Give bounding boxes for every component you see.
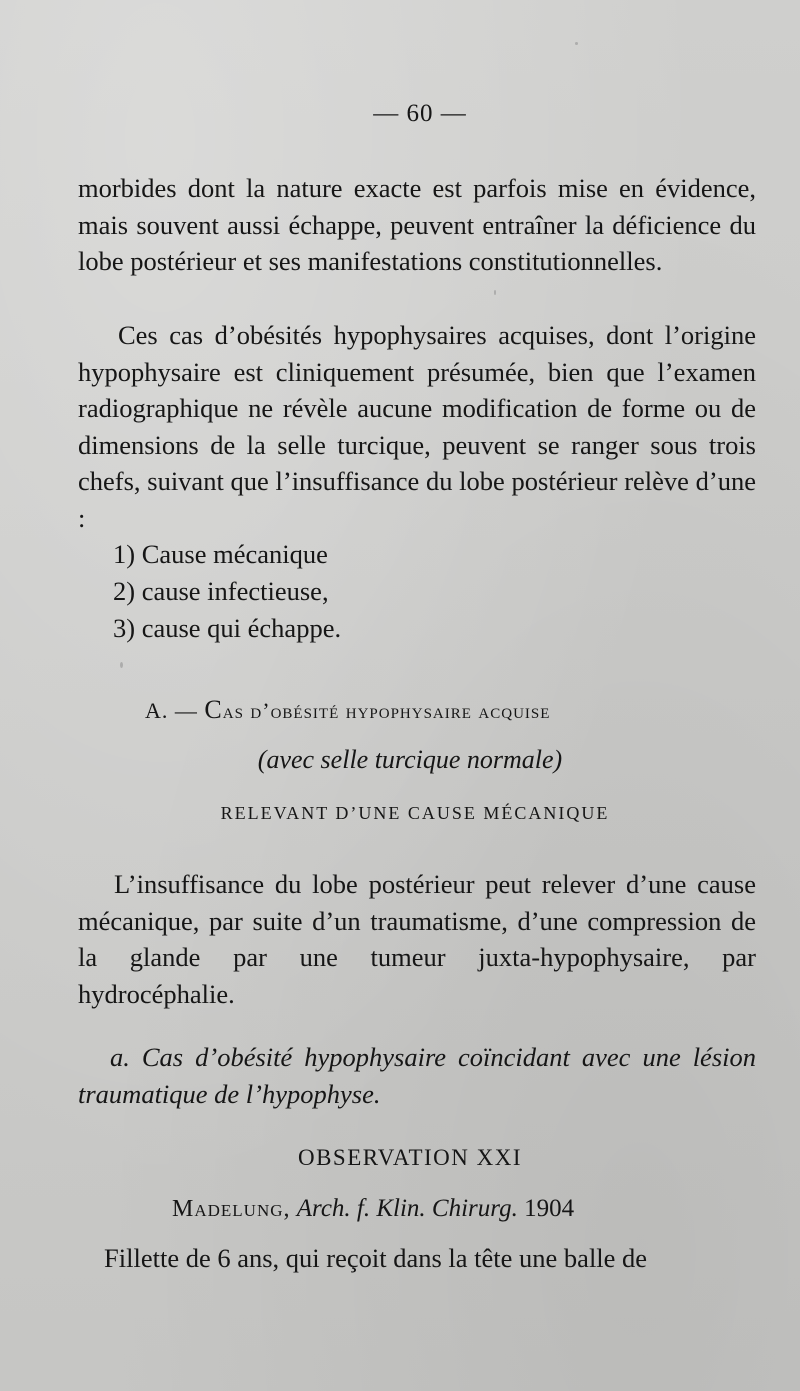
observation-title: OBSERVATION XXI — [297, 1145, 523, 1170]
list-item: 3) cause qui échappe. — [113, 613, 342, 643]
paragraph-4: a. Cas d’obésité hypophysaire coïncidant avec une lésion traumatique de l’hypophyse. — [78, 1042, 756, 1109]
section-heading-initial: C — [204, 695, 223, 724]
reference-author: adelung, — [194, 1196, 291, 1222]
section-heading-text: as d’obésité hypophysaire acquise — [222, 698, 551, 723]
section-heading — [145, 695, 550, 725]
reference-journal: Arch. f. Klin. Chirurg. — [296, 1195, 518, 1222]
section-subtitle: (avec selle turcique normale) — [257, 745, 563, 774]
paragraph-3: L’insuffisance du lobe postérieur peut relever d’une cause mécanique, par suite d’un traumatisme, d’une compression de la glande par une tumeur juxta-hypophysaire, par hydrocéphalie. — [78, 869, 756, 1009]
section-subheading: RELEVANT D’UNE CAUSE MÉCANIQUE — [220, 803, 610, 823]
list-item: 1) Cause mécanique — [113, 539, 328, 569]
reference — [172, 1195, 574, 1223]
cause-list — [113, 536, 341, 647]
paper-speck — [120, 662, 123, 668]
list-item: 2) cause infectieuse, — [113, 576, 329, 606]
paper-speck — [494, 290, 496, 295]
paragraph-5: Fillette de 6 ans, qui reçoit dans la tête une balle de — [104, 1243, 648, 1273]
section-letter: A. — — [145, 698, 198, 723]
paragraph-2: Ces cas d’obésités hypophysaires acquises, dont l’origine hypophysaire est cliniquement présumée, bien que l’examen radiographique ne révèle aucune modification de forme ou de dimensions de la selle turcique, peuvent se ranger sous trois chefs, suivant que l’insuffisance du lobe postérieur relève d’une : — [78, 320, 756, 533]
reference-year: 1904 — [524, 1195, 575, 1222]
paragraph-1: morbides dont la nature exacte est parfois mise en évidence, mais souvent aussi échappe, peuvent entraîner la déficience du lobe postérieur et ses manifestations constitutionnelles. — [78, 173, 756, 276]
paper-speck — [575, 42, 578, 45]
reference-author-initial: M — [172, 1196, 195, 1222]
page-number: — 60 — — [373, 100, 467, 127]
